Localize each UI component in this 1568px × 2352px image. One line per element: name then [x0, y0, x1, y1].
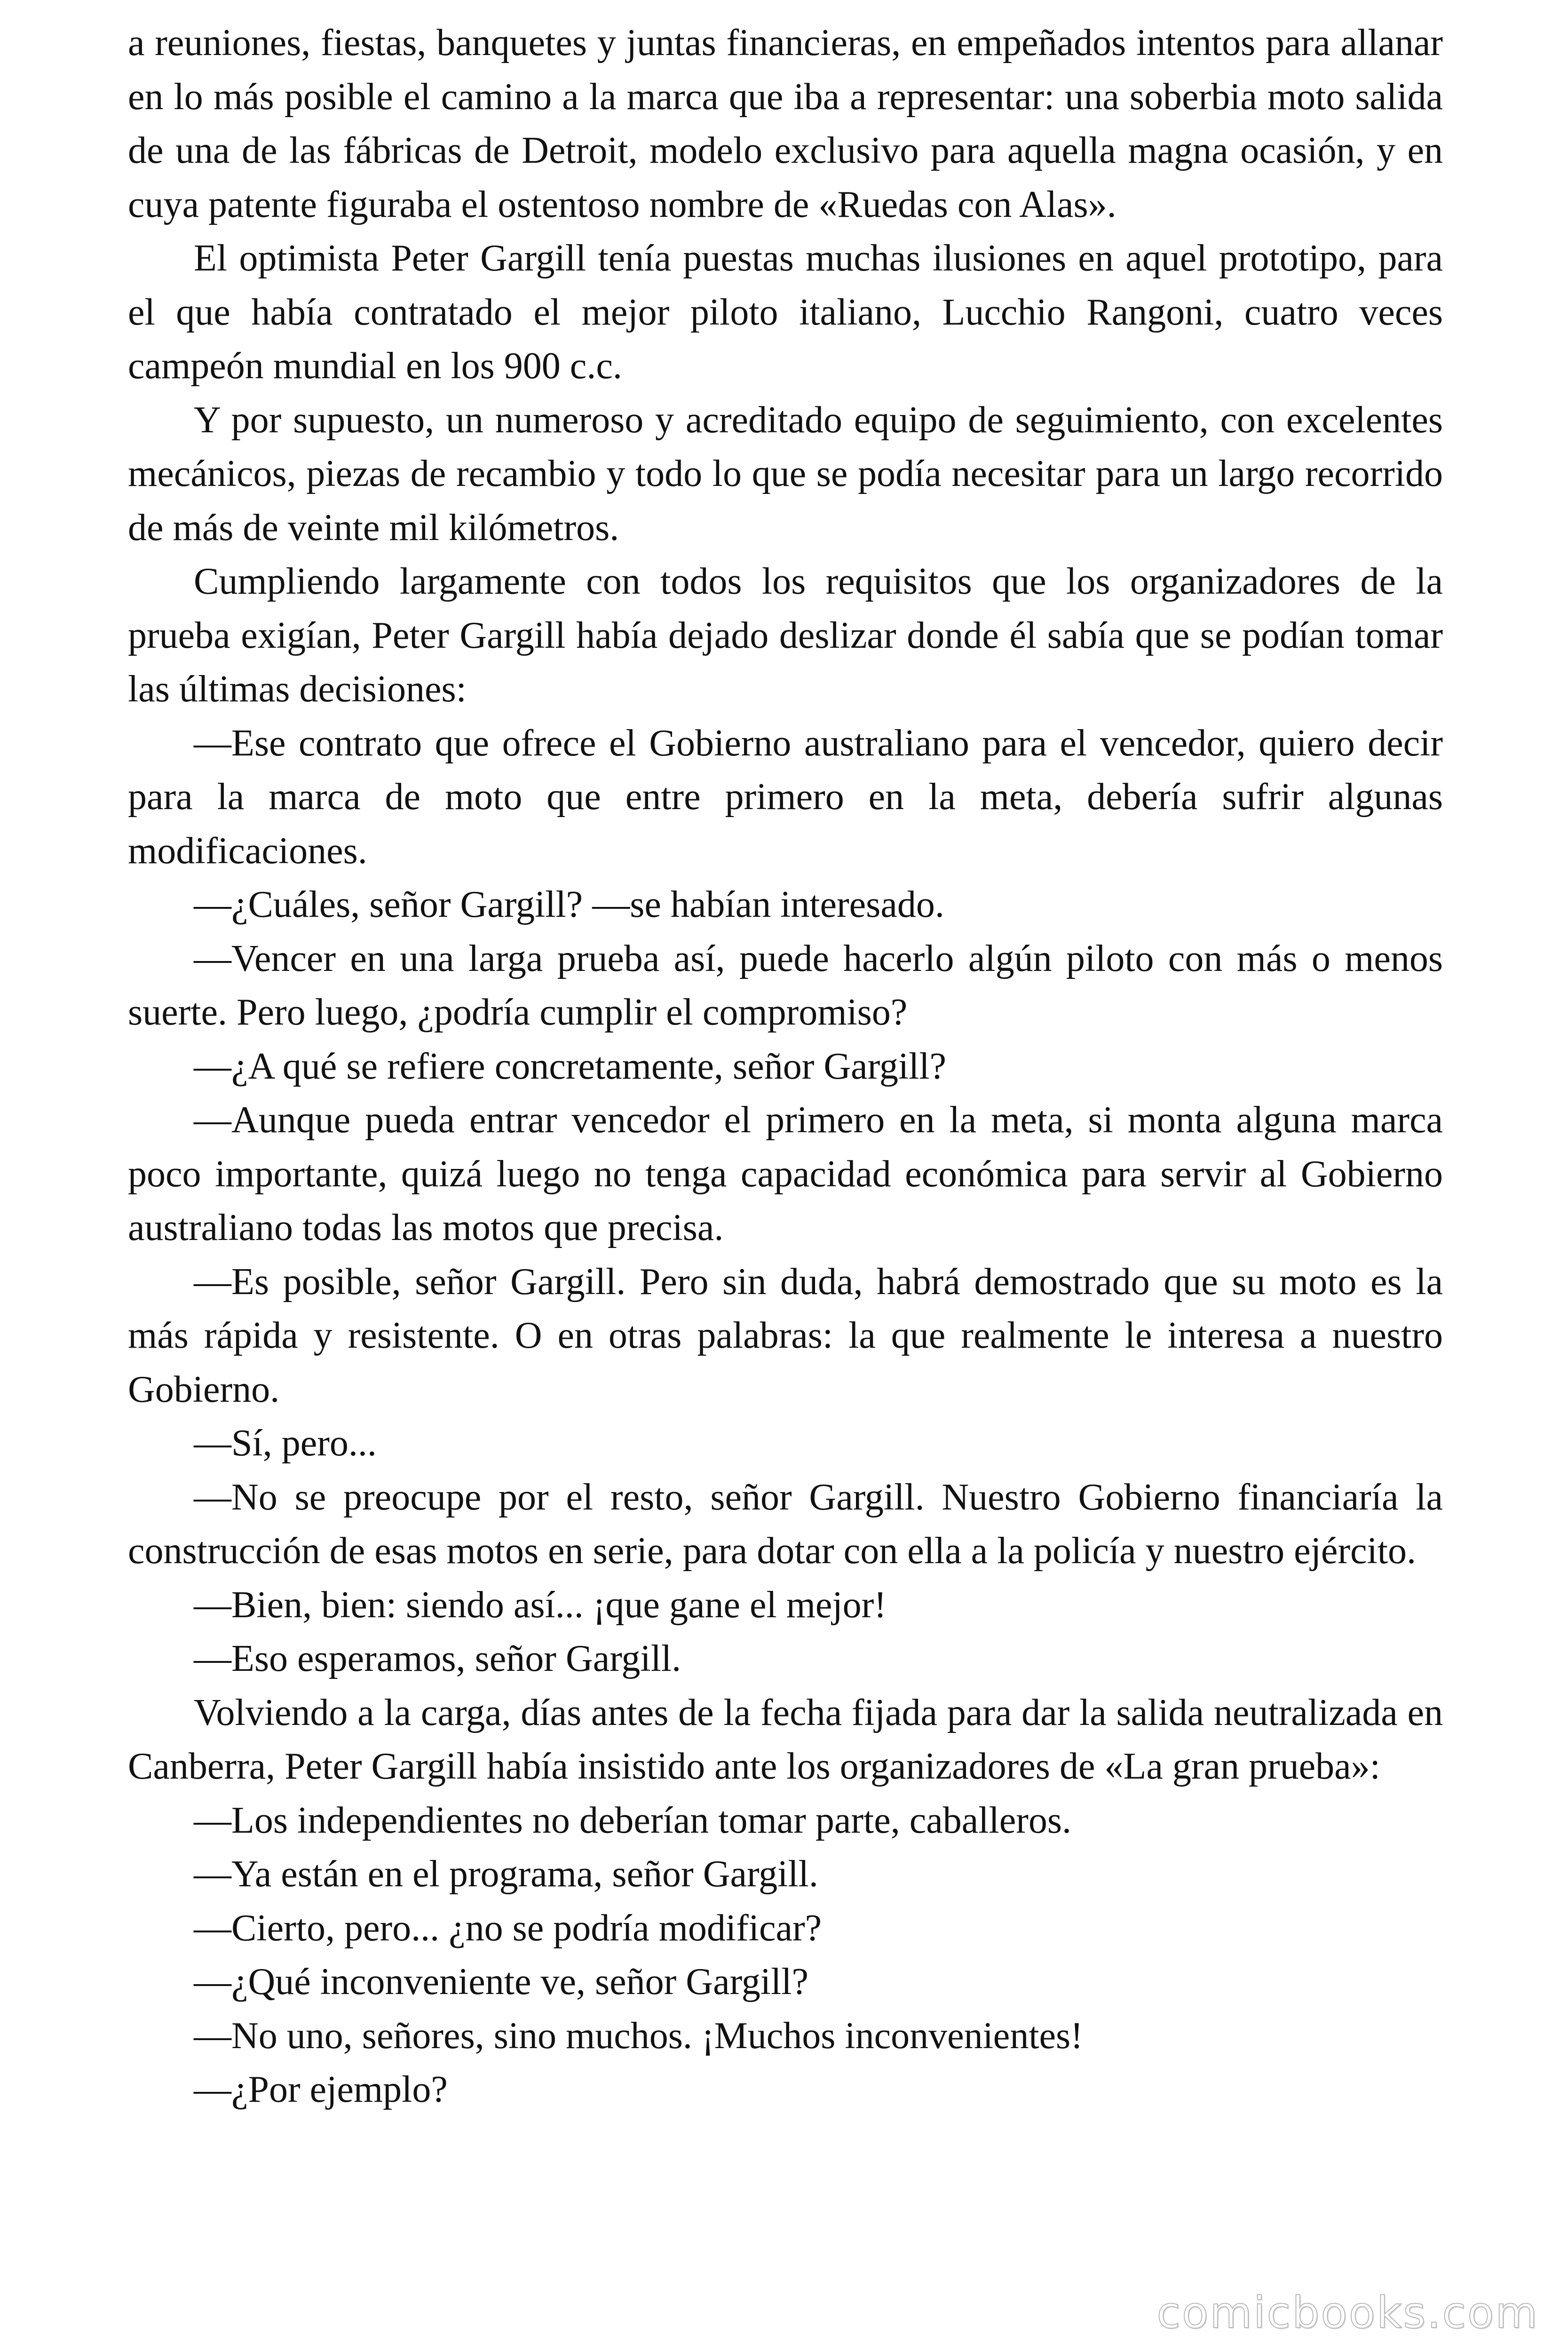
- dialogue-line: —Bien, bien: siendo así... ¡que gane el mejor!: [194, 1584, 887, 1626]
- paragraph-2: El optimista Peter Gargill tenía puestas muchas ilusiones en aquel prototipo, para el que había contratado el mejor piloto italiano, Lucchio Rangoni, cuatro veces campeón mundial en los 900 c.c.: [128, 238, 1443, 387]
- dialogue-line: —¿Cuáles, señor Gargill? —se habían interesado.: [194, 884, 944, 925]
- dialogue-line: —No uno, señores, sino muchos. ¡Muchos inconvenientes!: [194, 2015, 1083, 2057]
- dialogue-line: —Sí, pero...: [194, 1422, 377, 1464]
- paragraph-narration: Volviendo a la carga, días antes de la fecha fijada para dar la salida neutralizada en Canberra, Peter Gargill había insistido ante los organizadores de «La gran prueba»:: [128, 1692, 1443, 1787]
- dialogue-line: —Cierto, pero... ¿no se podría modificar?: [194, 1907, 822, 1949]
- paragraph-4: Cumpliendo largamente con todos los requisitos que los organizadores de la prueba exigían, Peter Gargill había dejado deslizar donde él sabía que se podían tomar las últimas decisiones:: [128, 561, 1443, 710]
- body-text: [128, 16, 1443, 2117]
- paragraph-3: Y por supuesto, un numeroso y acreditado equipo de seguimiento, con excelentes mecánicos, piezas de recambio y todo lo que se podía necesitar para un largo recorrido de más de veinte mil kilómetros.: [128, 399, 1443, 548]
- dialogue-line: —No se preocupe por el resto, señor Gargill. Nuestro Gobierno financiaría la construcción de esas motos en serie, para dotar con ella a la policía y nuestro ejército.: [128, 1476, 1443, 1572]
- dialogue-line: —Ya están en el programa, señor Gargill.: [194, 1853, 818, 1895]
- dialogue-line: —Ese contrato que ofrece el Gobierno australiano para el vencedor, quiero decir para la marca de moto que entre primero en la meta, debería sufrir algunas modificaciones.: [128, 722, 1443, 872]
- dialogue-line: —Vencer en una larga prueba así, puede hacerlo algún piloto con más o menos suerte. Pero luego, ¿podría cumplir el compromiso?: [128, 938, 1443, 1033]
- dialogue-line: —Los independientes no deberían tomar parte, caballeros.: [194, 1799, 1071, 1841]
- dialogue-line: —Aunque pueda entrar vencedor el primero en la meta, si monta alguna marca poco importante, quizá luego no tenga capacidad económica para servir al Gobierno australiano todas las motos que precisa.: [128, 1099, 1443, 1248]
- dialogue-line: —Es posible, señor Gargill. Pero sin duda, habrá demostrado que su moto es la más rápida y resistente. O en otras palabras: la que realmente le interesa a nuestro Gobierno.: [128, 1261, 1443, 1410]
- watermark: comicbooks.com: [1156, 2288, 1539, 2338]
- dialogue-line: —¿Qué inconveniente ve, señor Gargill?: [194, 1961, 808, 2002]
- dialogue-line: —¿Por ejemplo?: [194, 2069, 448, 2110]
- dialogue-line: —¿A qué se refiere concretamente, señor Gargill?: [194, 1045, 946, 1087]
- dialogue-line: —Eso esperamos, señor Gargill.: [194, 1638, 681, 1679]
- paragraph-1: a reuniones, fiestas, banquetes y juntas financieras, en empeñados intentos para allanar en lo más posible el camino a la marca que iba a representar: una soberbia moto salida de una de las fábricas de Detroit, modelo exclusivo para aquella magna ocasión, y en cuya patente figuraba el ostentoso nombre de «Ruedas con Alas».: [128, 22, 1443, 225]
